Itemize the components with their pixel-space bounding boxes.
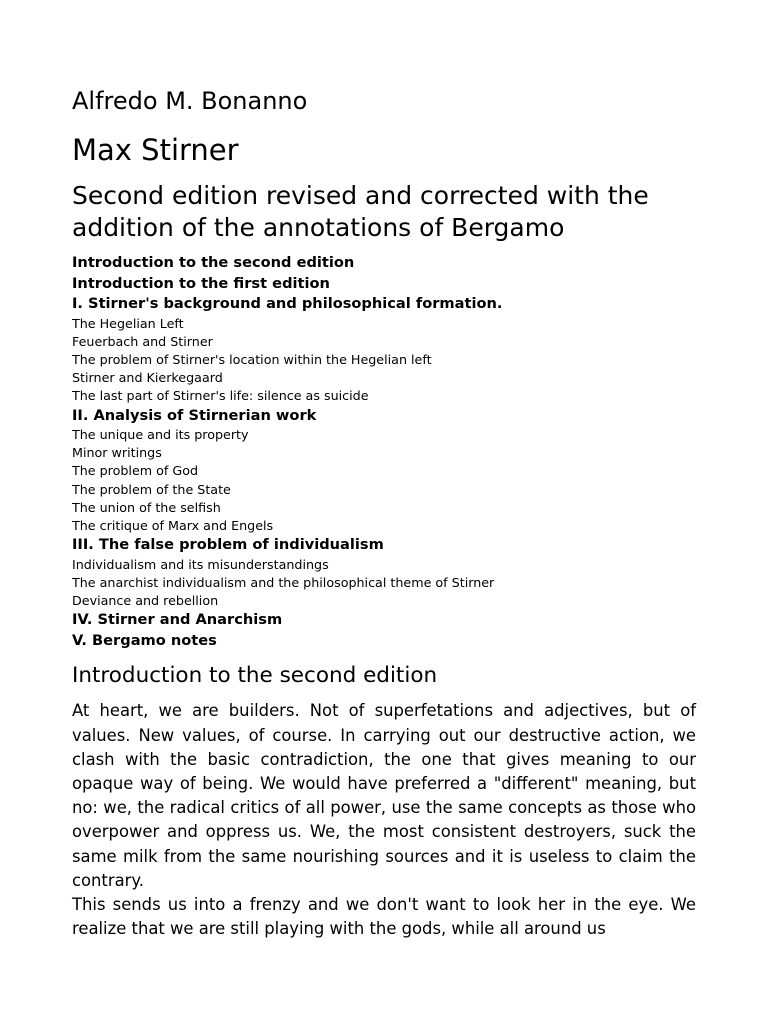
toc-subitem[interactable]: The problem of God xyxy=(72,463,199,479)
table-of-contents xyxy=(72,253,696,651)
toc-subitem[interactable]: Feuerbach and Stirner xyxy=(72,333,213,349)
author-name: Alfredo M. Bonanno xyxy=(72,87,308,115)
toc-subitem[interactable]: The critique of Marx and Engels xyxy=(72,518,274,534)
toc-subitem[interactable]: Stirner and Kierkegaard xyxy=(72,370,223,386)
toc-item[interactable]: Introduction to the second edition xyxy=(72,254,355,271)
toc-subitem[interactable]: The union of the selfish xyxy=(72,499,221,515)
toc-subitem[interactable]: Individualism and its misunderstandings xyxy=(72,556,329,572)
section-heading: Introduction to the second edition xyxy=(72,663,438,689)
toc-subitem[interactable]: The anarchist individualism and the philosophical theme of Stirner xyxy=(72,574,495,590)
toc-item[interactable]: III. The false problem of individualism xyxy=(72,536,384,554)
toc-subitem[interactable]: Minor writings xyxy=(72,445,162,461)
toc-item[interactable]: II. Analysis of Stirnerian work xyxy=(72,406,317,424)
document-page xyxy=(72,84,696,941)
toc-subitem[interactable]: The problem of the State xyxy=(72,481,231,497)
body-paragraph: At heart, we are builders. Not of superfetations and adjectives, but of values. New values, of course. In carrying out our destructive action, we clash with the basic contradiction, the one that gives meaning to our opaque way of being. We would have preferred a "different" meaning, but no: we, the radical critics of all power, use the same concepts as those who overpower and oppress us. We, the most consistent destroyers, suck the same milk from the same nourishing sources and it is useless to claim the contrary. xyxy=(72,701,696,890)
toc-subitem[interactable]: The unique and its property xyxy=(72,427,249,443)
toc-subitem[interactable]: The problem of Stirner's location within the Hegelian left xyxy=(72,351,432,367)
toc-item[interactable]: I. Stirner's background and philosophical formation. xyxy=(72,295,503,312)
toc-subitem[interactable]: The Hegelian Left xyxy=(72,315,184,331)
toc-item[interactable]: Introduction to the first edition xyxy=(72,274,330,292)
toc-subitem[interactable]: Deviance and rebellion xyxy=(72,593,219,609)
toc-item[interactable]: V. Bergamo notes xyxy=(72,631,217,649)
toc-subitem[interactable]: The last part of Stirner's life: silence as suicide xyxy=(72,388,369,404)
toc-item[interactable]: IV. Stirner and Anarchism xyxy=(72,611,283,629)
body-paragraph: This sends us into a frenzy and we don't want to look her in the eye. We realize that we are still playing with the gods, while all around us xyxy=(72,894,696,939)
document-subtitle: Second edition revised and corrected with the addition of the annotations of Bergamo xyxy=(72,181,649,242)
document-title: Max Stirner xyxy=(72,133,239,167)
